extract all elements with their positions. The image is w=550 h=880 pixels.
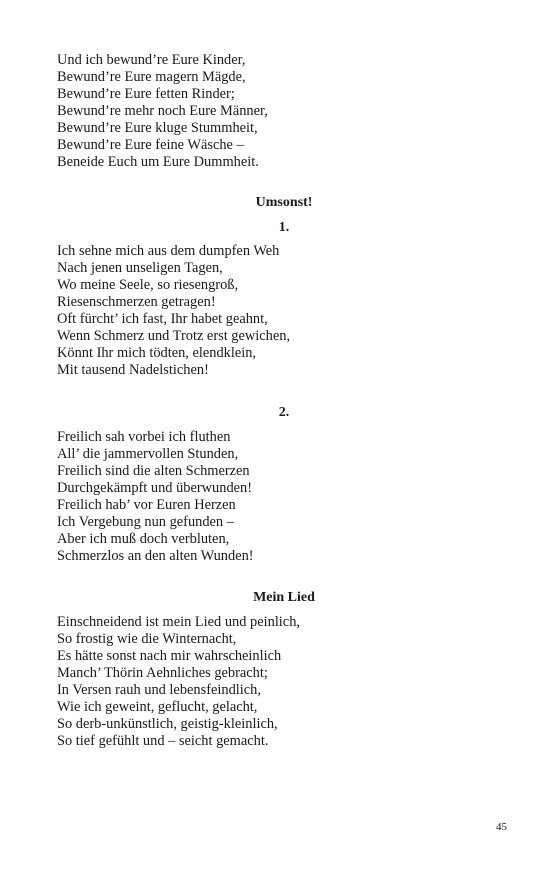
verse-line: In Versen rauh und lebensfeindlich, [57,682,261,698]
page-number: 45 [496,821,507,833]
verse-line: Bewund’re Eure kluge Stummheit, [57,120,258,136]
verse-line: Manch’ Thörin Aehnliches gebracht; [57,665,268,681]
verse-line: Einschneidend ist mein Lied und peinlich, [57,614,300,630]
verse-line: Und ich bewund’re Eure Kinder, [57,52,246,68]
verse-line: Wenn Schmerz und Trotz erst gewichen, [57,328,291,344]
verse-line: All’ die jammervollen Stunden, [57,446,239,462]
stanza-mein-lied [57,614,497,750]
verse-line: Schmerzlos an den alten Wunden! [57,548,254,564]
verse-line: Könnt Ihr mich tödten, elendklein, [57,345,257,361]
verse-line: Beneide Euch um Eure Dummheit. [57,154,259,170]
section-number-2: 2. [278,405,290,420]
verse-line: Wie ich geweint, geflucht, gelacht, [57,699,258,715]
verse-line: Bewund’re Eure fetten Rinder; [57,86,235,102]
verse-line: Oft fürcht’ ich fast, Ihr habet geahnt, [57,311,268,327]
verse-line: Freilich sah vorbei ich fluthen [57,429,231,445]
verse-line: Bewund’re Eure feine Wäsche – [57,137,244,153]
stanza-umsonst-1 [57,243,497,379]
section-number-1: 1. [278,220,290,235]
verse-line: Ich Vergebung nun gefunden – [57,514,234,530]
verse-line: So tief gefühlt und – seicht gemacht. [57,733,269,749]
verse-line: Bewund’re mehr noch Eure Männer, [57,103,268,119]
verse-line: Bewund’re Eure magern Mägde, [57,69,246,85]
verse-line: Freilich hab’ vor Euren Herzen [57,497,236,513]
verse-line: So frostig wie die Winternacht, [57,631,237,647]
verse-line: Es hätte sonst nach mir wahrscheinlich [57,648,282,664]
verse-line: Ich sehne mich aus dem dumpfen Weh [57,243,280,259]
verse-line: Durchgekämpft und überwunden! [57,480,253,496]
verse-line: Nach jenen unseligen Tagen, [57,260,223,276]
stanza-umsonst-2 [57,429,497,565]
verse-line: Freilich sind die alten Schmerzen [57,463,250,479]
poem-title-umsonst: Umsonst! [255,195,313,210]
verse-line: Wo meine Seele, so riesengroß, [57,277,239,293]
verse-line: So derb-unkünstlich, geistig-kleinlich, [57,716,278,732]
verse-line: Aber ich muß doch verbluten, [57,531,230,547]
verse-line: Mit tausend Nadelstichen! [57,362,209,378]
poem-title-mein-lied: Mein Lied [253,590,315,605]
verse-line: Riesenschmerzen getragen! [57,294,216,310]
stanza-opening [57,52,497,171]
